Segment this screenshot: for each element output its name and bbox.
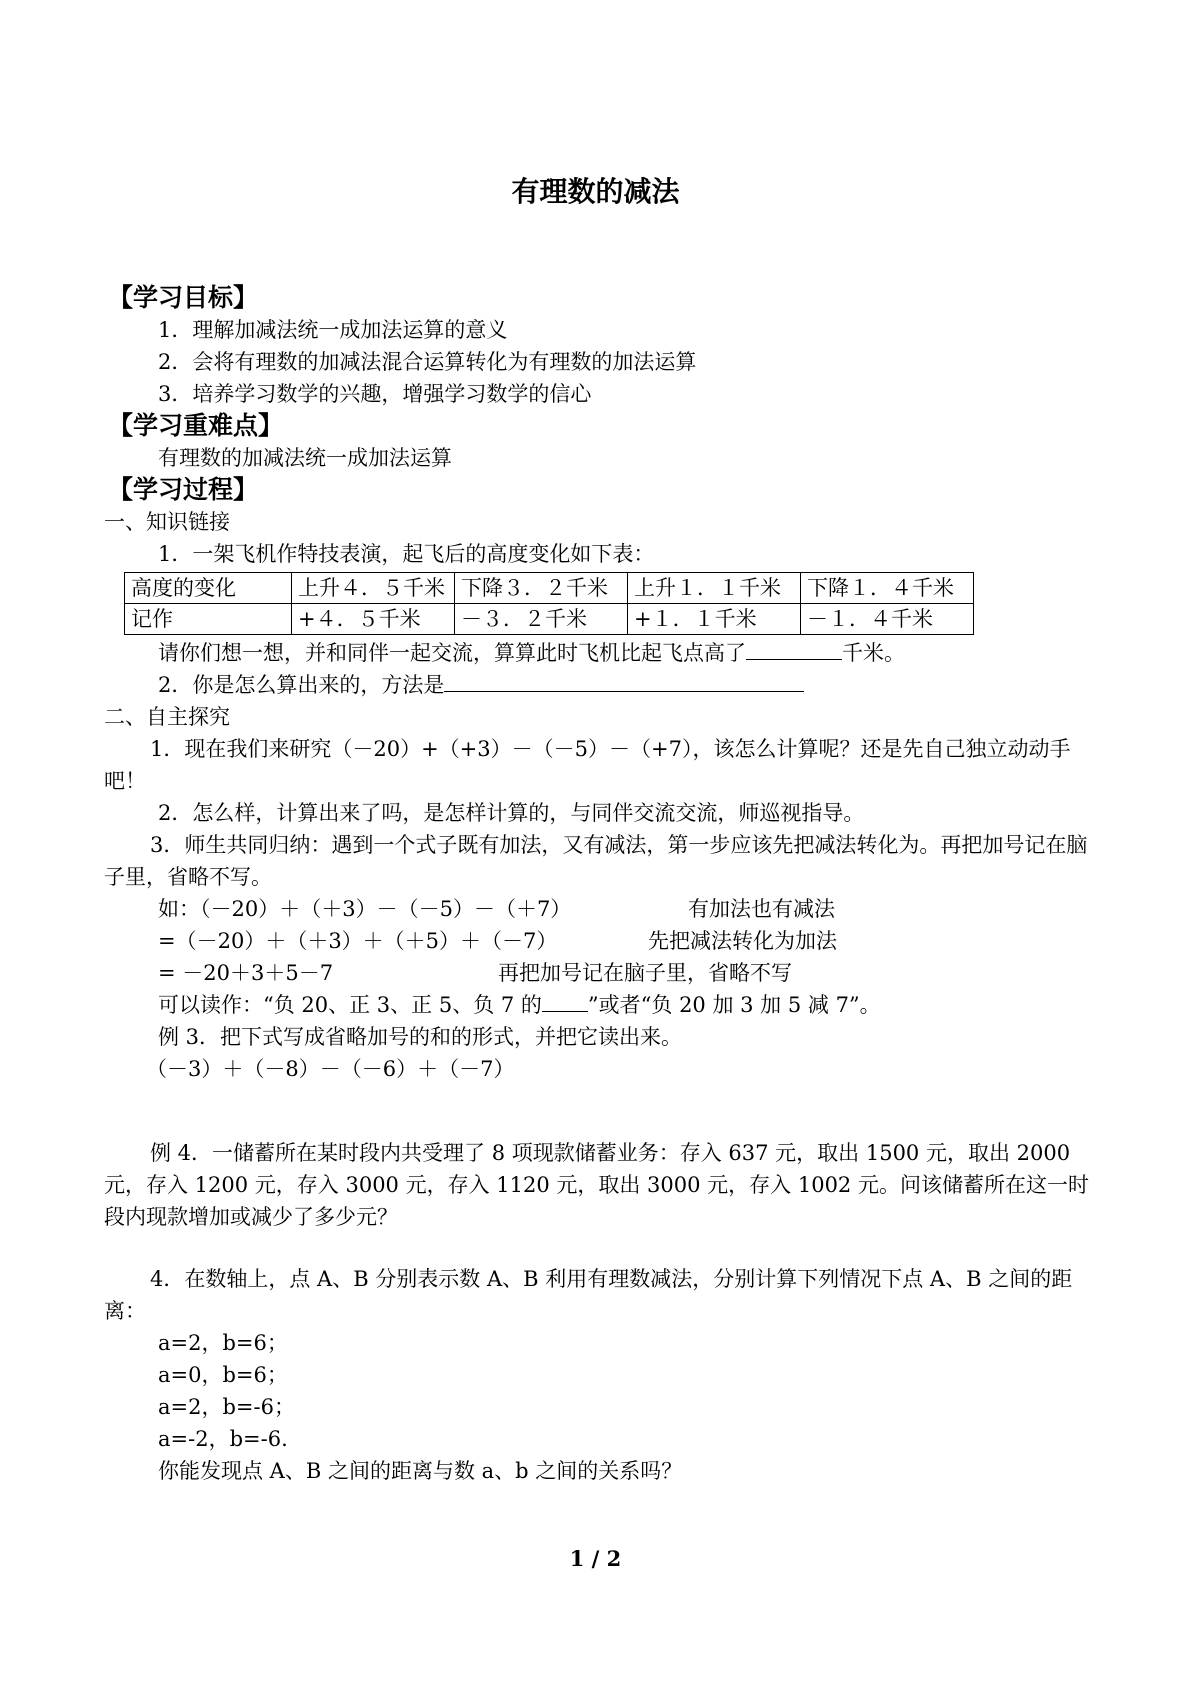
table-cell: －３．２千米 <box>455 604 628 635</box>
question-2: 2．你是怎么算出来的，方法是 <box>112 669 1092 701</box>
goal-item: 1．理解加减法统一成加法运算的意义 <box>158 318 508 342</box>
case-item: a=-2，b=-6. <box>158 1427 288 1451</box>
key-heading: 【学习重难点】 <box>108 411 284 440</box>
part1-heading: 一、知识链接 <box>104 510 230 534</box>
answer-blank[interactable] <box>542 989 588 1012</box>
table-cell: 高度的变化 <box>125 573 292 604</box>
paragraph: 3．师生共同归纳：遇到一个式子既有加法，又有减法，第一步应该先把减法转化为。再把加号记在脑子里，省略不写。 <box>104 833 1088 889</box>
example-step: 如：（－20）＋（＋3）－（－5）－（＋7） 有加法也有减法 <box>158 897 835 921</box>
table-cell: 上升４．５千米 <box>292 573 455 604</box>
step-note: 有加法也有减法 <box>688 897 835 921</box>
final-question: 你能发现点 A、B 之间的距离与数 a、b 之间的关系吗？ <box>158 1459 683 1483</box>
table-cell: 记作 <box>125 604 292 635</box>
paragraph-4: 4．在数轴上，点 A、B 分别表示数 A、B 利用有理数减法，分别计算下列情况下点 A、B 之间的距离： <box>104 1267 1073 1323</box>
table-cell: 下降３．２千米 <box>455 573 628 604</box>
goals-heading: 【学习目标】 <box>108 283 259 312</box>
case-item: a=2，b=6； <box>158 1331 288 1355</box>
question-1: 1．一架飞机作特技表演，起飞后的高度变化如下表： <box>158 542 655 566</box>
goal-item: 2．会将有理数的加减法混合运算转化为有理数的加法运算 <box>158 350 697 374</box>
table-cell: +４．５千米 <box>292 604 455 635</box>
paragraph: 2．怎么样，计算出来了吗，是怎样计算的，与同伴交流交流，师巡视指导。 <box>158 801 865 825</box>
page-number: 1 / 2 <box>569 1546 622 1571</box>
case-item: a=0，b=6； <box>158 1363 288 1387</box>
table-row <box>125 573 974 604</box>
part2-heading: 二、自主探究 <box>104 705 230 729</box>
table-cell: 上升１．１千米 <box>628 573 801 604</box>
step-note: 再把加号记在脑子里，省略不写 <box>498 961 792 985</box>
example-3-expression: （－3）＋（－8）－（－6）＋（－7） <box>146 1057 515 1081</box>
page-title: 有理数的减法 <box>511 175 680 208</box>
table-cell: 下降１．４千米 <box>801 573 974 604</box>
paragraph: 1．现在我们来研究（－20）+（+3）－（－5）－（+7），该怎么计算呢？还是先自己独立动动手吧！ <box>104 737 1071 793</box>
example-3: 例 3．把下式写成省略加号的和的形式，并把它读出来。 <box>158 1025 683 1049</box>
example-step: = －20＋3＋5－7 再把加号记在脑子里，省略不写 <box>158 961 792 985</box>
example-step: =（－20）＋（＋3）＋（＋5）＋（－7） 先把减法转化为加法 <box>158 929 837 953</box>
step-note: 先把减法转化为加法 <box>648 929 837 953</box>
table-cell: +１．１千米 <box>628 604 801 635</box>
table-row <box>125 604 974 635</box>
goal-item: 3．培养学习数学的兴趣，增强学习数学的信心 <box>158 382 592 406</box>
answer-blank[interactable] <box>746 637 842 660</box>
answer-blank[interactable] <box>444 669 804 692</box>
altitude-table <box>124 572 974 635</box>
document-body <box>104 282 1092 1487</box>
key-text: 有理数的加减法统一成加法运算 <box>158 446 452 470</box>
reading-line: 可以读作：“负 20、正 3、正 5、负 7 的 ”或者“负 20 加 3 加 5 减 7”。 <box>112 989 1092 1021</box>
case-item: a=2，b=-6； <box>158 1395 295 1419</box>
example-4: 例 4．一储蓄所在某时段内共受理了 8 项现款储蓄业务：存入 637 元，取出 1500 元，取出 2000 元，存入 1200 元，存入 3000 元，存入 1120 元，取出 3000 元，存入 1002 元。问该储蓄所在这一时段内现款增加或减少了多少元？ <box>104 1141 1089 1229</box>
table-cell: －１．４千米 <box>801 604 974 635</box>
process-heading: 【学习过程】 <box>108 475 259 504</box>
question-1-followup: 请你们想一想，并和同伴一起交流，算算此时飞机比起飞点高了 千米。 <box>112 637 1092 669</box>
